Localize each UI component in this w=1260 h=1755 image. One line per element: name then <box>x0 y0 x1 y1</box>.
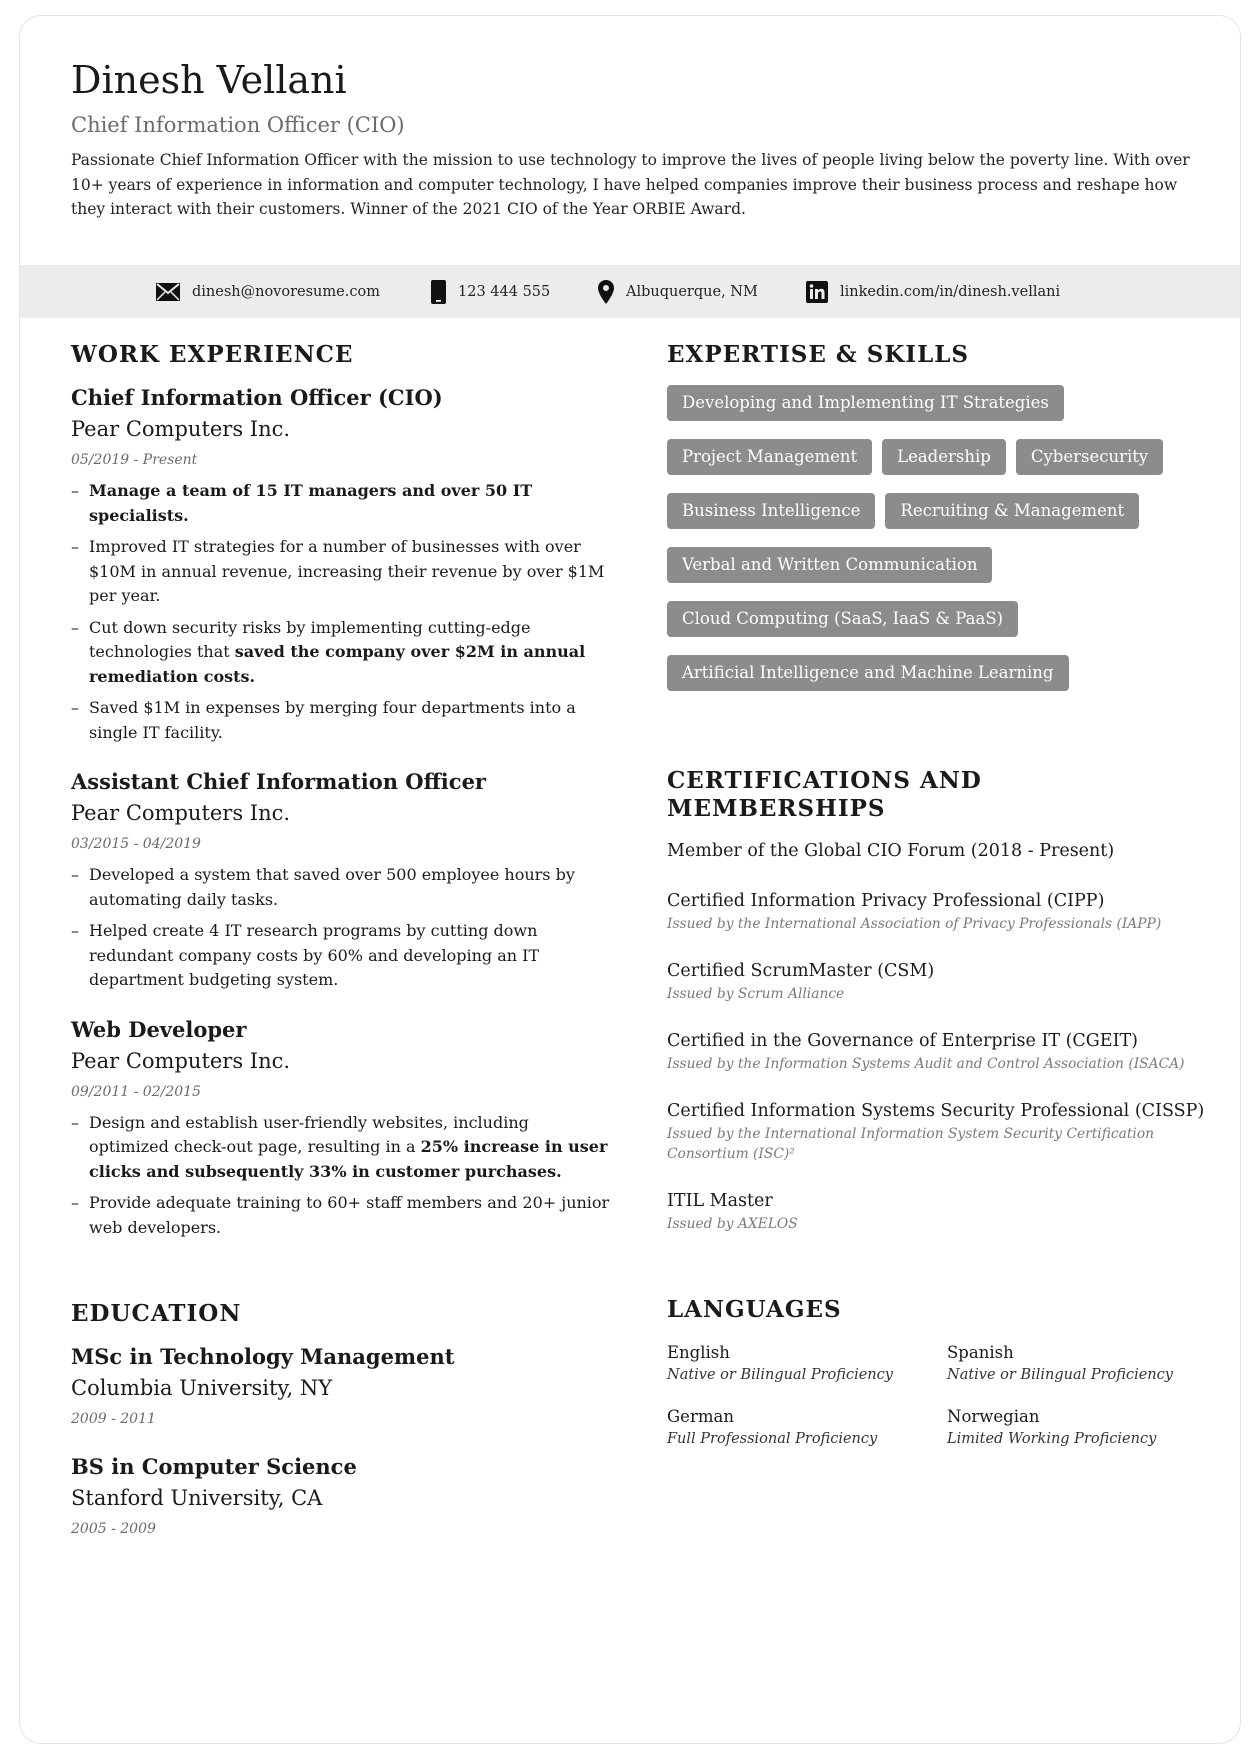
certification-entry <box>667 1189 1207 1234</box>
certification-name: Certified Information Systems Security Professional (CISSP) <box>667 1101 1205 1121</box>
contact-email[interactable] <box>156 265 380 318</box>
email-text: dinesh@novoresume.com <box>192 283 380 300</box>
job-company: Pear Computers Inc. <box>71 1048 291 1073</box>
school: Columbia University, NY <box>71 1376 333 1400</box>
certification-issuer: Issued by AXELOS <box>667 1216 798 1232</box>
job-bullets <box>71 479 611 745</box>
job-bullets <box>71 863 611 993</box>
job-entry <box>71 385 611 745</box>
education-entry <box>71 1344 611 1428</box>
job-company: Pear Computers Inc. <box>71 801 291 825</box>
education-dates: 2005 - 2009 <box>71 1521 156 1537</box>
language-entry <box>667 1342 947 1386</box>
skill-tag: Cloud Computing (SaaS, IaaS & PaaS) <box>667 601 1018 637</box>
skill-tag: Verbal and Written Communication <box>667 547 992 583</box>
summary-text: Passionate Chief Information Officer with the mission to use technology to improve the lives of people living below the poverty line. With over 10+ years of experience in information and computer technology, I have helped companies improve their business process and reshape how they interact with their customers. Winner of the 2021 CIO of the Year ORBIE Award. <box>71 151 1190 218</box>
language-level: Native or Bilingual Proficiency <box>947 1367 1173 1383</box>
school: Stanford University, CA <box>71 1486 323 1510</box>
language-level: Limited Working Proficiency <box>947 1431 1157 1447</box>
candidate-title: Chief Information Officer (CIO) <box>71 113 405 137</box>
phone-text: 123 444 555 <box>458 283 551 300</box>
certification-name: ITIL Master <box>667 1191 773 1211</box>
phone-icon <box>431 280 446 304</box>
certification-entry <box>667 959 1207 1004</box>
language-entry <box>667 1406 947 1450</box>
job-bullet: – Improved IT strategies for a number of businesses with over $10M in annual revenue, increasing their revenue by over $1M per year. <box>71 535 611 609</box>
right-column <box>667 341 1207 1450</box>
contact-location <box>598 265 758 318</box>
job-bullet-highlight: saved the company over $2M in annual remediation costs. <box>89 642 586 686</box>
job-bullet: – Provide adequate training to 60+ staff members and 20+ junior web developers. <box>71 1191 611 1240</box>
linkedin-icon <box>806 281 828 303</box>
certification-entry <box>667 889 1207 934</box>
skills-list <box>667 385 1207 691</box>
language-name: English <box>667 1343 730 1362</box>
job-bullet-text: Cut down security risks by implementing cutting-edge technologies that <box>89 617 531 661</box>
skill-tag: Artificial Intelligence and Machine Learning <box>667 655 1069 691</box>
certification-issuer: Issued by the Information Systems Audit and Control Association (ISACA) <box>667 1056 1185 1072</box>
education-dates: 2009 - 2011 <box>71 1411 156 1427</box>
language-name: Norwegian <box>947 1407 1040 1426</box>
resume-header <box>71 58 1211 222</box>
certifications-heading: CERTIFICATIONS AND MEMBERSHIPS <box>667 767 982 822</box>
left-column <box>71 341 611 1538</box>
job-bullet <box>71 479 611 528</box>
contact-bar <box>20 265 1240 318</box>
skills-heading: EXPERTISE & SKILLS <box>667 341 970 368</box>
job-bullet: – Saved $1M in expenses by merging four departments into a single IT facility. <box>71 696 611 745</box>
work-experience-heading: WORK EXPERIENCE <box>71 341 354 368</box>
job-title: Chief Information Officer (CIO) <box>71 385 443 410</box>
certification-entry <box>667 1099 1207 1164</box>
skill-tag: Developing and Implementing IT Strategies <box>667 385 1064 421</box>
job-company: Pear Computers Inc. <box>71 417 291 441</box>
language-name: Spanish <box>947 1343 1014 1362</box>
languages-list <box>667 1342 1207 1450</box>
degree: BS in Computer Science <box>71 1454 357 1479</box>
job-bullet: – Developed a system that saved over 500 employee hours by automating daily tasks. <box>71 863 611 912</box>
job-title: Assistant Chief Information Officer <box>71 769 486 794</box>
map-pin-icon <box>598 280 614 304</box>
job-entry <box>71 1017 611 1241</box>
certification-issuer: Issued by the International Association of Privacy Professionals (IAPP) <box>667 916 1162 932</box>
membership-text: Member of the Global CIO Forum (2018 - Present) <box>667 841 1115 861</box>
job-bullet-highlight: 25% increase in user clicks and subsequently 33% in customer purchases. <box>89 1137 608 1181</box>
job-entry <box>71 769 611 993</box>
language-entry <box>947 1406 1207 1450</box>
skill-tag: Leadership <box>882 439 1006 475</box>
job-bullets <box>71 1111 611 1241</box>
degree: MSc in Technology Management <box>71 1344 455 1369</box>
resume-page <box>19 15 1241 1744</box>
job-bullet-text: Design and establish user-friendly websites, including optimized check-out page, resulting in a <box>89 1112 529 1156</box>
certification-entry <box>667 1029 1207 1074</box>
skill-tag: Recruiting & Management <box>885 493 1139 529</box>
job-title: Web Developer <box>71 1016 247 1042</box>
language-name: German <box>667 1407 734 1426</box>
certification-name: Certified ScrumMaster (CSM) <box>667 961 935 981</box>
certification-issuer: Issued by Scrum Alliance <box>667 986 845 1002</box>
job-dates: 03/2015 - 04/2019 <box>71 836 201 852</box>
job-dates: 05/2019 - Present <box>71 452 198 468</box>
education-heading: EDUCATION <box>71 1300 242 1327</box>
job-bullet <box>71 1111 611 1185</box>
language-entry <box>947 1342 1207 1386</box>
language-level: Full Professional Proficiency <box>667 1431 878 1447</box>
job-dates: 09/2011 - 02/2015 <box>71 1083 201 1100</box>
skill-tag: Business Intelligence <box>667 493 875 529</box>
job-bullet-text: Manage a team of 15 IT managers and over 50 IT specialists. <box>89 481 533 525</box>
envelope-icon <box>156 283 180 301</box>
contact-phone[interactable] <box>431 265 550 318</box>
skill-tag: Project Management <box>667 439 872 475</box>
certification-issuer: Issued by the International Information System Security Certification Consortium (ISC)² <box>667 1126 1155 1162</box>
location-text: Albuquerque, NM <box>626 283 758 300</box>
candidate-name: Dinesh Vellani <box>71 58 347 102</box>
job-bullet <box>71 616 611 690</box>
linkedin-text: linkedin.com/in/dinesh.vellani <box>840 283 1061 300</box>
job-bullet: – Helped create 4 IT research programs by cutting down redundant company costs by 60% and developing an IT department budgeting system. <box>71 919 611 993</box>
certification-name: Certified Information Privacy Professional (CIPP) <box>667 891 1105 911</box>
language-level: Native or Bilingual Proficiency <box>667 1367 893 1383</box>
contact-linkedin[interactable] <box>806 265 1060 318</box>
skill-tag: Cybersecurity <box>1016 439 1163 475</box>
certification-name: Certified in the Governance of Enterprise IT (CGEIT) <box>667 1031 1138 1051</box>
languages-heading: LANGUAGES <box>667 1296 842 1323</box>
education-entry <box>71 1454 611 1538</box>
